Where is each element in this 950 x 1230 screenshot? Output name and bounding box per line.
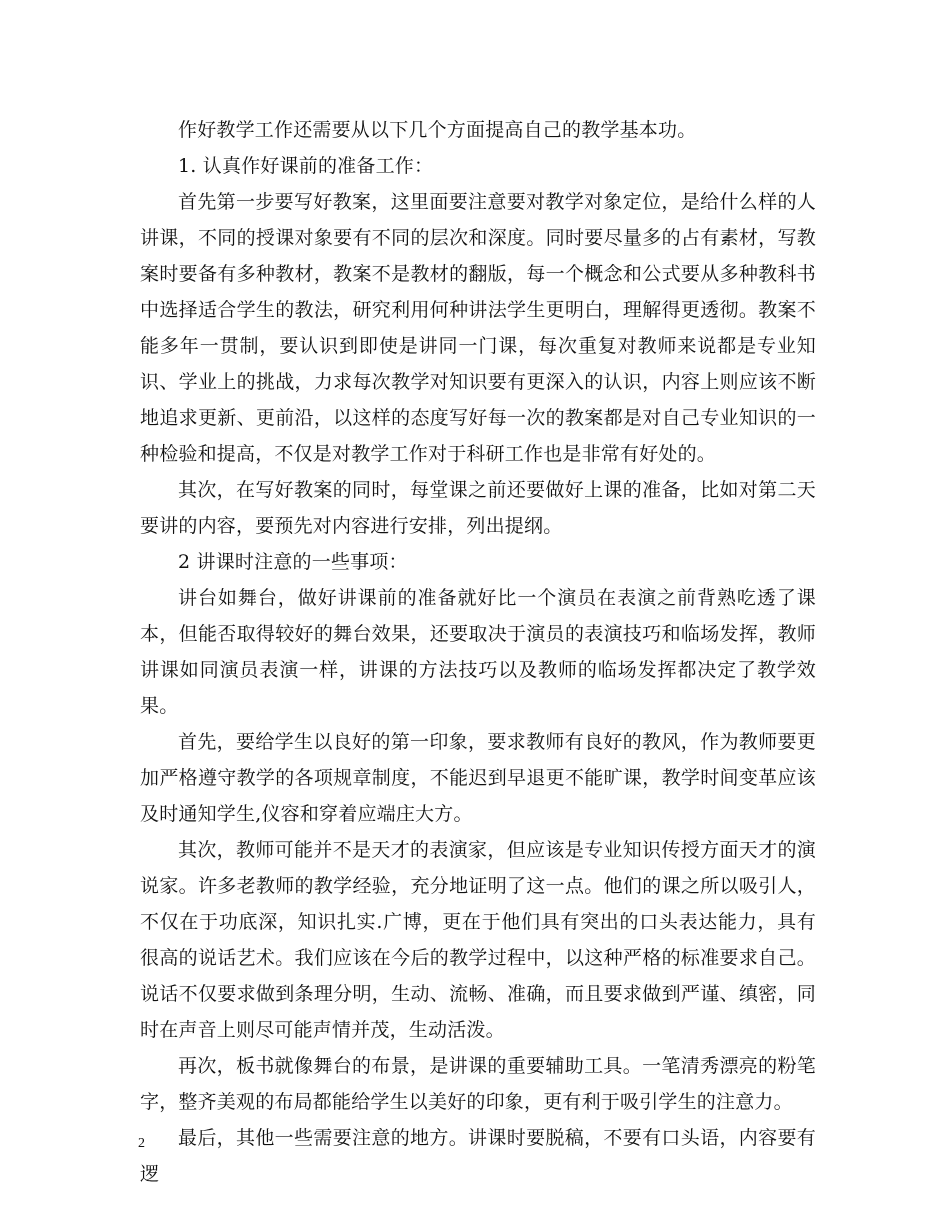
page-number: 2 (138, 1136, 145, 1151)
lesson-plan-paragraph: 首先第一步要写好教案，这里面要注意要对教学对象定位，是给什么样的人讲课，不同的授课对象要有不同的层次和深度。同时要尽量多的占有素材，写教案时要备有多种教材，教案不是教材的翻版，每一个概念和公式要从多种教科书中选择适合学生的教法，研究利用何种讲法学生更明白，理解得更透彻。教案不能多年一贯制，要认识到即使是讲同一门课，每次重复对教师来说都是专业知识、学业上的挑战，力求每次教学对知识要有更深入的认识，内容上则应该不断地追求更新、更前沿，以这样的态度写好每一次的教案都是对自己专业知识的一种检验和提高，不仅是对教学工作对于科研工作也是非常有好处的。 (140, 191, 816, 465)
section-heading-2: 2 讲课时注意的一些事项： (178, 551, 408, 573)
section-heading-1: 1. 认真作好课前的准备工作： (178, 155, 434, 177)
stage-analogy-paragraph: 讲台如舞台，做好讲课前的准备就好比一个演员在表演之前背熟吃透了课本，但能否取得较好的舞台效果，还要取决于演员的表演技巧和临场发挥，教师讲课如同演员表演一样，讲课的方法技巧以及教师的临场发挥都决定了教学效果。 (140, 587, 816, 717)
preparation-paragraph: 其次，在写好教案的同时，每堂课之前还要做好上课的准备，比如对第二天要讲的内容，要预先对内容进行安排，列出提纲。 (140, 479, 816, 537)
speaking-skill-paragraph: 其次，教师可能并不是天才的表演家，但应该是专业知识传授方面天才的演说家。许多老教师的教学经验，充分地证明了这一点。他们的课之所以吸引人，不仅在于功底深，知识扎实.广博，更在于他们具有突出的口头表达能力，具有很高的说话艺术。我们应该在今后的教学过程中，以这种严格的标准要求自己。说话不仅要求做到条理分明，生动、流畅、准确，而且要求做到严谨、缜密，同时在声音上则尽可能声情并茂，生动活泼。 (140, 839, 816, 1041)
document-body (140, 112, 816, 1192)
blackboard-paragraph: 再次，板书就像舞台的布景，是讲课的重要辅助工具。一笔清秀漂亮的粉笔字，整齐美观的布局都能给学生以美好的印象，更有利于吸引学生的注意力。 (140, 1055, 816, 1113)
first-impression-paragraph: 首先，要给学生以良好的第一印象，要求教师有良好的教风，作为教师要更加严格遵守教学的各项规章制度，不能迟到早退更不能旷课，教学时间变革应该及时通知学生,仪容和穿着应端庄大方。 (140, 731, 816, 825)
final-notes-paragraph: 最后，其他一些需要注意的地方。讲课时要脱稿，不要有口头语，内容要有逻 (140, 1127, 816, 1185)
intro-paragraph: 作好教学工作还需要从以下几个方面提高自己的教学基本功。 (178, 119, 697, 141)
